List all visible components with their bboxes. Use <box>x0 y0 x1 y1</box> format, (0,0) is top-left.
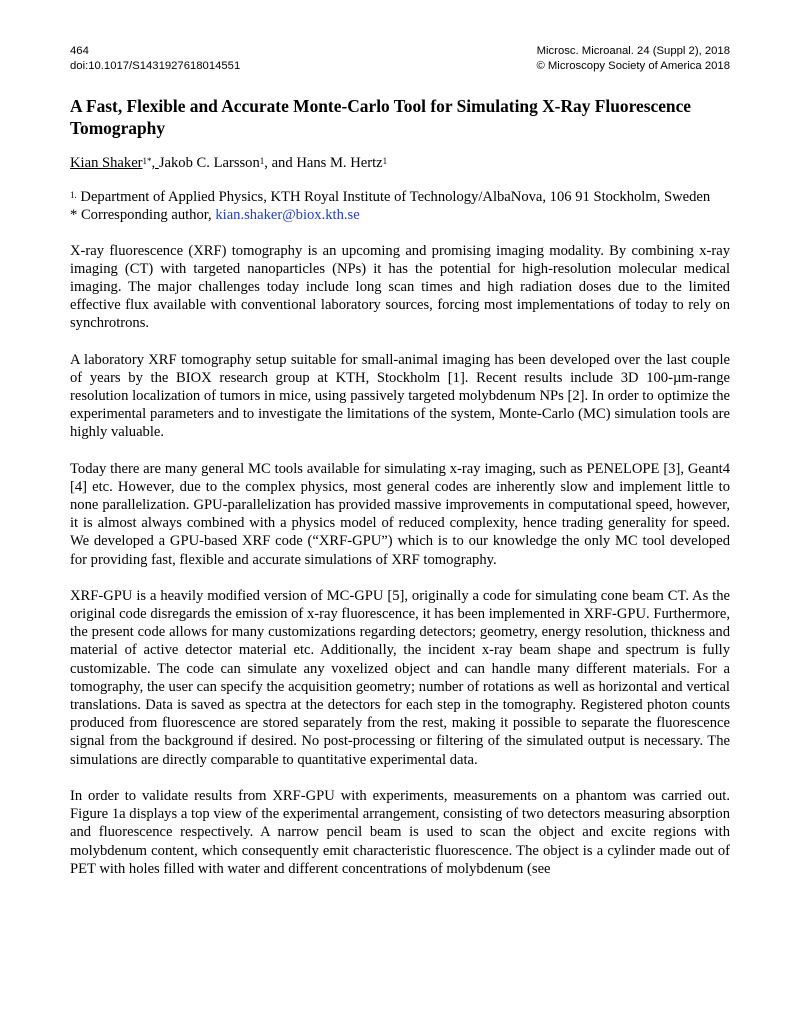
affiliation-text: Department of Applied Physics, KTH Royal Institute of Technology/AlbaNova, 106 91 Stockholm, Sweden <box>80 189 711 206</box>
paper-page <box>70 44 730 878</box>
corresponding-author <box>70 206 730 224</box>
paper-title: A Fast, Flexible and Accurate Monte-Carlo Tool for Simulating X-Ray Fluorescence Tomography <box>70 96 692 138</box>
doi: doi:10.1017/S1431927618014551 <box>70 60 241 72</box>
page-number: 464 <box>70 45 89 57</box>
author-affil-marker: 1 <box>382 156 388 166</box>
copyright: © Microscopy Society of America 2018 <box>536 60 730 72</box>
author-name: Hans M. Hertz <box>296 155 383 171</box>
author-name: Jakob C. Larsson <box>158 155 260 171</box>
corresponding-label: * Corresponding author, <box>70 207 216 224</box>
author-name: Kian Shaker <box>70 155 143 171</box>
affiliation-marker: 1. <box>70 190 77 201</box>
running-header <box>70 44 730 74</box>
body-paragraph: A laboratory XRF tomography setup suitable for small-animal imaging has been developed over the last couple of years by the BIOX research group at KTH, Stockholm [1]. Recent results include 3D 100-µm-range resolution localization of tumors in mice, using passively targeted molybdenum NPs [2]. In order to optimize the experimental parameters and to investigate the limitations of the system, Monte-Carlo (MC) simulation tools are highly valuable. <box>70 351 730 441</box>
author-affil-marker: 1 <box>259 156 265 166</box>
author-affil-marker: 1* <box>142 156 152 166</box>
author-separator: , <box>151 155 159 171</box>
body-paragraph: XRF-GPU is a heavily modified version of MC-GPU [5], originally a code for simulating cone beam CT. As the original code disregards the emission of x-ray fluorescence, it has been implemented in XRF-GPU. Furthermore, the present code allows for many customizations regarding detectors; geometry, energy resolution, thickness and material of active detector material etc. Additionally, the incident x-ray beam shape and spectrum is fully customizable. The code can simulate any voxelized object and can handle many different materials. For a tomography, the user can specify the acquisition geometry; number of rotations as well as horizontal and vertical translations. Data is saved as spectra at the detectors for each step in the tomography. Registered photon counts produced from fluorescence are stored separately from the rest, making it possible to separate the fluorescence signal from the background if desired. No post-processing or filtering of the simulated output is necessary. The simulations are directly comparable to quantitative experimental data. <box>70 587 730 768</box>
body-paragraph: X-ray fluorescence (XRF) tomography is an upcoming and promising imaging modality. By combining x-ray imaging (CT) with targeted nanoparticles (NPs) it has the potential for high-resolution molecular medical imaging. The major challenges today include long scan times and high radiation doses due to the limited effective flux available with conventional laboratory sources, forcing most implementations of today to rely on synchrotrons. <box>70 242 730 332</box>
email-link[interactable]: kian.shaker@biox.kth.se <box>215 207 360 224</box>
author-separator: , and <box>264 155 297 171</box>
body-paragraph: In order to validate results from XRF-GPU with experiments, measurements on a phantom was carried out. Figure 1a displays a top view of the experimental arrangement, consisting of two detectors measuring absorption and fluorescence respectively. A narrow pencil beam is used to scan the object and excite regions with molybdenum content, which consequently emit characteristic fluorescence. The object is a cylinder made out of PET with holes filled with water and different concentrations of molybdenum (see <box>70 787 730 877</box>
author-list <box>70 154 730 172</box>
affiliation <box>70 188 730 206</box>
journal-citation: Microsc. Microanal. 24 (Suppl 2), 2018 <box>536 45 730 57</box>
body-paragraph: Today there are many general MC tools available for simulating x-ray imaging, such as PENELOPE [3], Geant4 [4] etc. However, due to the complex physics, most general codes are inherently slow and implement little to none parallelization. GPU-parallelization has provided massive improvements in computational speed, however, it is almost always combined with a physics model of reduced complexity, hence trading generality for speed. We developed a GPU-based XRF code (“XRF-GPU”) which is to our knowledge the only MC tool developed for providing fast, flexible and accurate simulations of XRF tomography. <box>70 460 730 568</box>
